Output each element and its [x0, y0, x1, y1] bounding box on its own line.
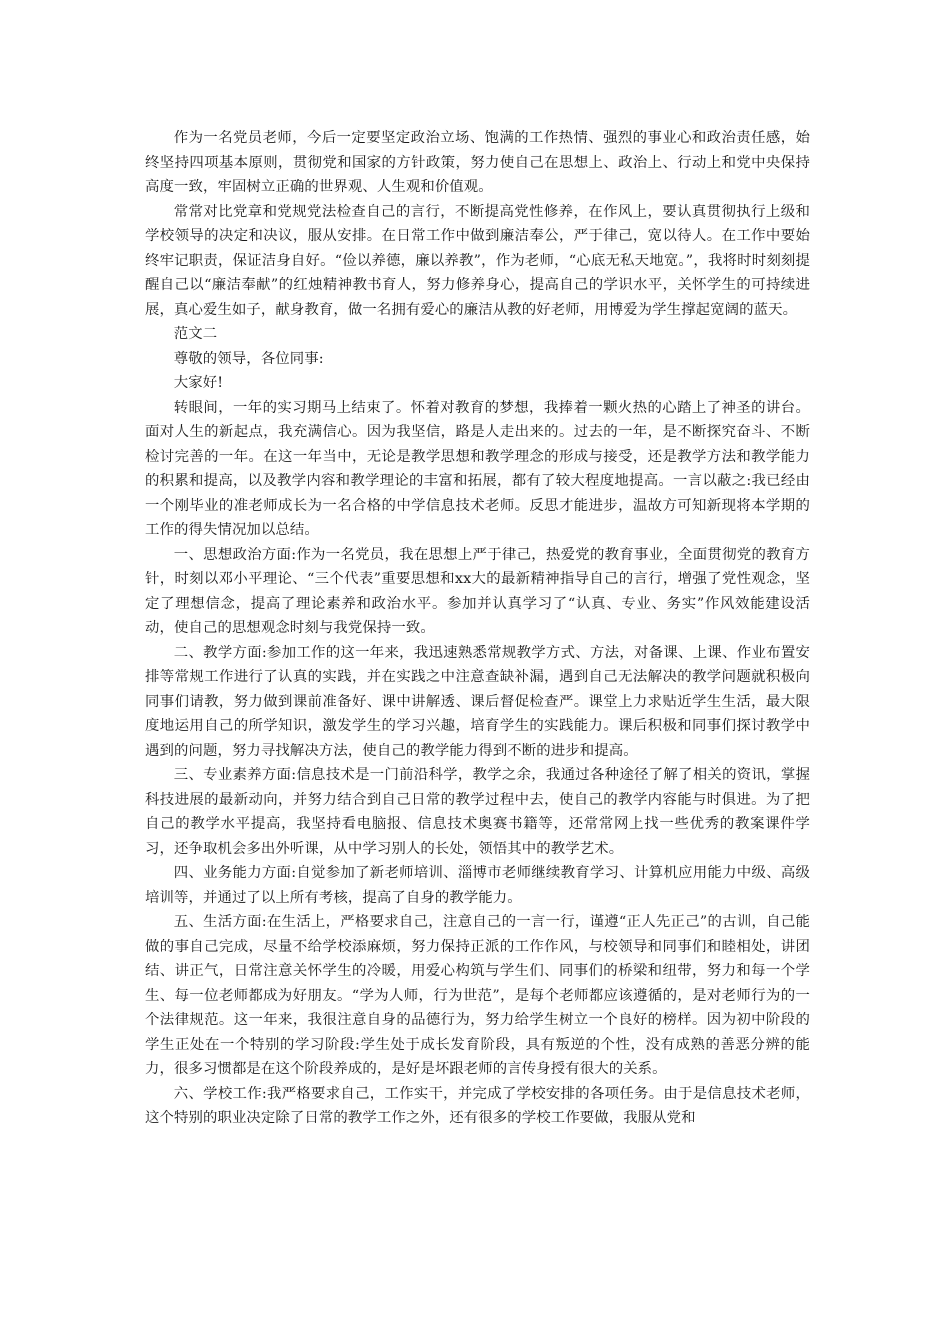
paragraph: 五、生活方面:在生活上，严格要求自己，注意自己的一言一行，谨遵“正人先正己”的古训，自己能做的事自己完成，尽量不给学校添麻烦，努力保持正派的工作作风，与校领导和同事们和睦相处，讲团结、讲正气，日常注意关怀学生的冷暖，用爱心构筑与学生们、同事们的桥梁和纽带，努力和每一个学生、每一位老师都成为好朋友。“学为人师，行为世范”，是每个老师都应该遵循的，是对老师行为的一个法律规范。这一年来，我很注意自身的品德行为，努力给学生树立一个良好的榜样。因为初中阶段的学生正处在一个特别的学习阶段:学生处于成长发育阶段，具有叛逆的个性，没有成熟的善恶分辨的能力，很多习惯都是在这个阶段养成的，是好是坏跟老师的言传身授有很大的关系。	[145, 914, 810, 1077]
paragraph: 一、思想政治方面:作为一名党员，我在思想上严于律己，热爱党的教育事业，全面贯彻党的教育方针，时刻以邓小平理论、“三个代表”重要思想和xx大的最新精神指导自己的言行，增强了党性观念，坚定了理想信念，提高了理论素养和政治水平。参加并认真学习了“认真、专业、务实”作风效能建设活动，使自己的思想观念时刻与我党保持一致。	[145, 546, 810, 636]
paragraph: 六、学校工作:我严格要求自己，工作实干，并完成了学校安排的各项任务。由于是信息技术老师，这个特别的职业决定除了日常的教学工作之外，还有很多的学校工作要做，我服从党和	[145, 1085, 810, 1126]
document-body	[145, 126, 810, 1131]
paragraph: 常常对比党章和党规党法检查自己的言行，不断提高党性修养，在作风上，要认真贯彻执行上级和学校领导的决定和决议，服从安排。在日常工作中做到廉洁奉公，严于律己，宽以待人。在工作中要始终牢记职责，保证洁身自好。“俭以养德，廉以养教”，作为老师，“心底无私天地宽。”，我将时时刻刻提醒自己以“廉洁奉献”的红烛精神教书育人，努力修养身心，提高自己的学识水平，关怀学生的可持续进展，真心爱生如子，献身教育，做一名拥有爱心的廉洁从教的好老师，用博爱为学生撑起宽阔的蓝天。	[145, 203, 810, 318]
paragraph: 转眼间，一年的实习期马上结束了。怀着对教育的梦想，我捧着一颗火热的心踏上了神圣的讲台。面对人生的新起点，我充满信心。因为我坚信，路是人走出来的。过去的一年，是不断探究奋斗、不断检讨完善的一年。在这一年当中，无论是教学思想和教学理念的形成与接受，还是教学方法和教学能力的积累和提高，以及教学内容和教学理论的丰富和拓展，都有了较大程度地提高。一言以蔽之:我已经由一个刚毕业的准老师成长为一名合格的中学信息技术老师。反思才能进步，温故方可知新现将本学期的工作的得失情况加以总结。	[145, 399, 810, 538]
paragraph: 四、业务能力方面:自觉参加了新老师培训、淄博市老师继续教育学习、计算机应用能力中级、高级培训等，并通过了以上所有考核，提高了自身的教学能力。	[145, 865, 810, 906]
paragraph: 作为一名党员老师，今后一定要坚定政治立场、饱满的工作热情、强烈的事业心和政治责任感，始终坚持四项基本原则，贯彻党和国家的方针政策，努力使自己在思想上、政治上、行动上和党中央保持高度一致，牢固树立正确的世界观、人生观和价值观。	[145, 130, 810, 195]
greeting: 大家好!	[173, 375, 224, 391]
salutation: 尊敬的领导，各位同事:	[173, 350, 324, 367]
paragraph: 三、专业素养方面:信息技术是一门前沿科学，教学之余，我通过各种途径了解了相关的资讯，掌握科技进展的最新动向，并努力结合到自己日常的教学过程中去，使自己的教学内容能与时俱进。为了把自己的教学水平提高，我坚持看电脑报、信息技术奥赛书籍等，还常常网上找一些优秀的教案课件学习，还争取机会多出外听课，从中学习别人的长处，领悟其中的教学艺术。	[145, 767, 810, 857]
section-heading: 范文二	[173, 326, 218, 342]
paragraph: 二、教学方面:参加工作的这一年来，我迅速熟悉常规教学方式、方法，对备课、上课、作业布置安排等常规工作进行了认真的实践，并在实践之中注意查缺补漏，遇到自己无法解决的教学问题就积极向同事们请教，努力做到课前准备好、课中讲解透、课后督促检查严。课堂上力求贴近学生生活，最大限度地运用自己的所学知识，激发学生的学习兴趣，培育学生的实践能力。课后积极和同事们探讨教学中遇到的问题，努力寻找解决方法，使自己的教学能力得到不断的进步和提高。	[145, 644, 810, 759]
